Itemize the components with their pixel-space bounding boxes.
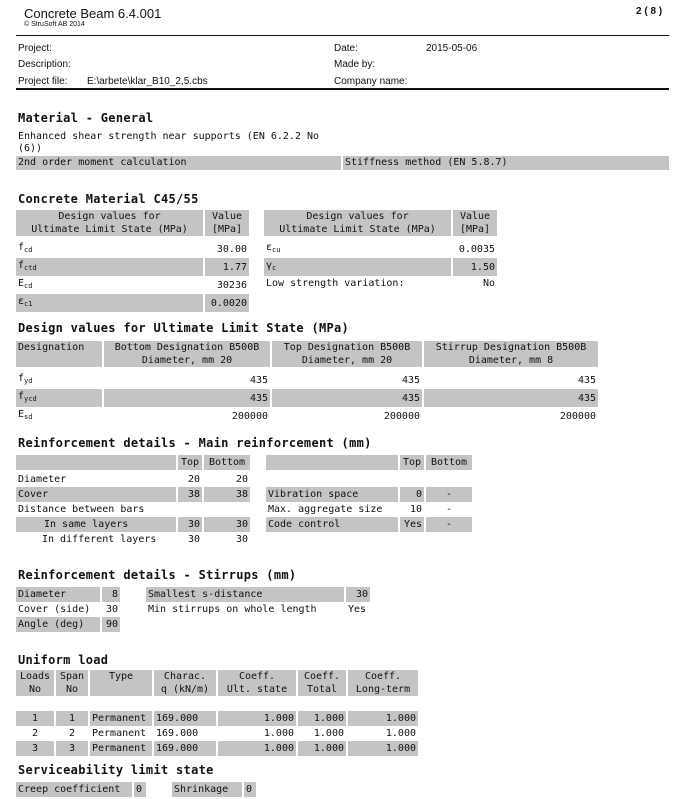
header-divider-bottom [16, 88, 669, 90]
copyright: © StruSoft AB 2014 [24, 21, 85, 28]
section-uniform-load: Uniform load [18, 653, 109, 667]
type-header: Type [90, 670, 152, 696]
description-label: Description: [18, 59, 71, 70]
coeff-ult-header: Coeff. Ult. state [218, 670, 296, 696]
main-reinf-right-table: Top Bottom Vibration space 0 - Max. aggregate size 10 - Code control Yes - [264, 455, 474, 532]
section-stirrups: Reinforcement details - Stirrups (mm) [18, 568, 297, 582]
table-row: Diameter 8 [18, 589, 118, 600]
second-order-row [16, 156, 341, 170]
sls-table [14, 782, 258, 797]
date-value: 2015-05-06 [426, 43, 478, 54]
concrete-right-header: Design values for Ultimate Limit State (MPa) [264, 210, 451, 236]
table-row: $\varepsilon_{cu}$ 0.0035 [266, 242, 495, 255]
design-values-table [14, 341, 600, 425]
document-title: Concrete Beam 6.4.001 [24, 6, 162, 21]
page-number: 2 ( 8 ) [636, 6, 663, 17]
table-row: Distance between bars [18, 504, 145, 515]
concrete-right-value-header: Value [MPa] [453, 210, 497, 236]
table-row: $\gamma_c$ 1.50 [264, 258, 497, 276]
span-header: Span No [56, 670, 88, 696]
coeff-longterm-header: Coeff. Long-term [348, 670, 418, 696]
table-row: 1 1 Permanent 169.000 1.000 1.000 1.000 [16, 711, 418, 726]
table-row: Cover (side) 30 [18, 604, 118, 615]
table-row: $\varepsilon_{c1}$ 0.0020 [16, 294, 249, 312]
uniform-load-table [14, 670, 420, 756]
header-divider-top [16, 35, 669, 36]
table-row: $f_{cd}$ 30.00 [18, 242, 247, 255]
stirrups-right-table [144, 587, 372, 617]
project-file-label: Project file: [18, 76, 68, 87]
table-row: Vibration space 0 - [266, 487, 472, 502]
table-row: 3 3 Permanent 169.000 1.000 1.000 1.000 [16, 741, 418, 756]
stiffness-row [343, 156, 669, 170]
bottom-designation-header: Bottom Designation B500B Diameter, mm 20 [104, 341, 270, 367]
stirrups-left-table [14, 587, 122, 632]
table-row: $E_{sd}$ 200000 200000 200000 [18, 409, 596, 422]
table-row: Low strength variation: No [266, 278, 495, 289]
section-main-reinforcement: Reinforcement details - Main reinforcement (mm) [18, 436, 372, 450]
coeff-total-header: Coeff. Total [298, 670, 346, 696]
table-row: Min stirrups on whole length Yes [148, 604, 367, 615]
section-design-values-uls: Design values for Ultimate Limit State (MPa) [18, 321, 350, 335]
concrete-right-table [262, 210, 499, 291]
table-row: $f_{ctd}$ 1.77 [16, 258, 249, 276]
concrete-left-table [14, 210, 251, 312]
table-row: Max. aggregate size 10 - [268, 504, 453, 515]
table-row: In different layers 30 30 [42, 534, 248, 545]
charac-header: Charac. q (kN/m) [154, 670, 216, 696]
enhanced-shear-text-cont: (6)) [18, 143, 43, 154]
made-by-label: Made by: [334, 59, 376, 70]
enhanced-shear-text: Enhanced shear strength near supports (EN 6.2.2 No [18, 131, 320, 142]
table-row: Cover 38 38 [18, 489, 248, 500]
section-material-general: Material - General [18, 111, 154, 125]
date-label: Date: [334, 43, 358, 54]
concrete-left-value-header: Value [MPa] [205, 210, 249, 236]
stirrup-designation-header: Stirrup Designation B500B Diameter, mm 8 [424, 341, 598, 367]
top-designation-header: Top Designation B500B Diameter, mm 20 [272, 341, 422, 367]
table-row: Code control Yes - [266, 517, 472, 532]
project-file: E:\arbete\klar_B10_2,5.cbs [87, 76, 208, 87]
second-order-label: 2nd order moment calculation [18, 157, 187, 168]
company-label: Company name: [334, 76, 408, 87]
table-row: Diameter 20 20 [18, 474, 248, 485]
table-row: Creep coefficient 0 Shrinkage 0 [16, 782, 256, 797]
table-row: Angle (deg) 90 [18, 619, 118, 630]
table-row: $f_{ycd}$ 435 435 435 [16, 389, 598, 407]
main-reinf-left-table: Top Bottom Diameter 20 20 Cover 38 38 Distance between bars In same layers 30 30 In different layers 30 30 [18, 457, 248, 545]
concrete-left-header: Design values for Ultimate Limit State (MPa) [16, 210, 203, 236]
table-row: In same layers 30 30 [16, 517, 250, 532]
section-concrete-material: Concrete Material C45/55 [18, 192, 199, 206]
table-row: Smallest s-distance 30 [148, 589, 368, 600]
table-row: $f_{yd}$ 435 435 435 [18, 373, 596, 386]
designation-header: Designation [16, 341, 102, 367]
section-serviceability: Serviceability limit state [18, 763, 214, 777]
table-row [266, 472, 472, 487]
table-row: 2 2 Permanent 169.000 1.000 1.000 1.000 [31, 728, 416, 739]
loads-header: Loads No [16, 670, 54, 696]
table-row: $E_{cd}$ 30236 [18, 278, 247, 291]
project-label: Project: [18, 43, 52, 54]
stiffness-label: Stiffness method (EN 5.8.7) [345, 157, 508, 168]
